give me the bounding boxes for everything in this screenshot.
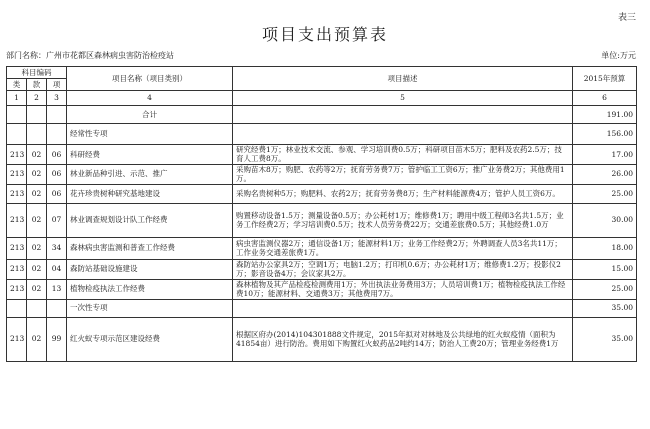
group-row [7,299,637,317]
unit-label: 单位:万元 [601,51,636,60]
cell-amount: 25.00 [573,184,637,203]
cell-xiang: 06 [47,145,67,165]
cell-project-name: 植物检疫执法工作经费 [67,279,233,299]
table-row [7,145,637,165]
cell-project-name: 科研经费 [67,145,233,165]
cell-xiang: 13 [47,279,67,299]
table-row [7,164,637,184]
cell-xiang [47,124,67,145]
table-row [7,237,637,259]
cell-kuan: 02 [27,279,47,299]
total-row [7,106,637,124]
header-lei: 类 [7,79,27,91]
cell-project-desc: 购置移动设备1.5万；测量设备0.5万；办公耗材1万；维修费1万；聘用中级工程师3名共1.5万；业务工作经费2万；学习培训费0.5万；技术人员劳务费22万；交通差旅费0.5万；其他经费1.0万 [233,203,573,237]
cell-xiang: 06 [47,184,67,203]
cell-amount: 26.00 [573,164,637,184]
cell-xiang: 99 [47,317,67,361]
cell-lei: 213 [7,317,27,361]
col-number: 6 [573,91,637,106]
header-project-desc: 项目描述 [233,67,573,91]
cell-project-name: 森防站基础设施建设 [67,259,233,279]
cell-amount: 25.00 [573,279,637,299]
col-number: 4 [67,91,233,106]
cell-project-desc: 病虫害监测仪器2万；通信设备1万；能源材料1万；业务工作经费2万；外聘调查人员3名共11万；工作业务交通差旅费1万。 [233,237,573,259]
cell-project-desc: 采购苗木8万；购肥、农药等2万；抚育劳务费7万；管护临工工资6万；推广业务费2万；其他费用1万。 [233,164,573,184]
form-number: 表三 [617,13,636,23]
cell-xiang: 34 [47,237,67,259]
header-project-name: 项目名称（项目类别） [67,67,233,91]
cell-kuan: 02 [27,164,47,184]
cell-xiang: 07 [47,203,67,237]
cell-project-name: 林业调查规划设计队工作经费 [67,203,233,237]
cell-lei: 213 [7,237,27,259]
cell-project-name: 红火蚁专项示范区建设经费 [67,317,233,361]
cell-project-desc: 森林植物及其产品检疫检测费用1万；外出执法业务费用3万；人员培训费1万；植物检疫执法工作经费10万；能源材料、交通费3万；其他费用7万。 [233,279,573,299]
cell-amount: 15.00 [573,259,637,279]
col-number: 2 [27,91,47,106]
table-row [7,184,637,203]
cell-project-name: 合计 [67,106,233,124]
budget-table [6,66,637,362]
meta-line [6,50,636,61]
cell-xiang [47,299,67,317]
cell-amount: 18.00 [573,237,637,259]
cell-kuan [27,124,47,145]
cell-project-desc: 根据区府办(2014)104301888文件规定，2015年拟对对林地及公共绿地的红火蚁疫情（面积为41854亩）进行防治。费用如下购置红火蚁药品2吨约14万；防治人工费20万；管理业务经费1万 [233,317,573,361]
table-row [7,279,637,299]
col-number: 1 [7,91,27,106]
cell-xiang: 06 [47,164,67,184]
header-budget: 2015年预算 [573,67,637,91]
cell-project-desc: 采购名贵树种5万；购肥料、农药2万；抚育劳务费8万；生产材料能源费4万；管护人员工资6万。 [233,184,573,203]
cell-amount: 17.00 [573,145,637,165]
cell-project-desc: 森防站办公家具2万；空调1万；电脑1.2万；打印机0.6万；办公耗材1万；维修费1.2万；投影仪2万；影音设备4万；会议家具2万。 [233,259,573,279]
cell-project-desc [233,106,573,124]
group-row [7,124,637,145]
column-number-row [7,91,637,106]
cell-lei: 213 [7,184,27,203]
cell-amount: 191.00 [573,106,637,124]
cell-project-name: 经常性专项 [67,124,233,145]
cell-amount: 156.00 [573,124,637,145]
header-kuan: 款 [27,79,47,91]
cell-xiang: 04 [47,259,67,279]
cell-kuan: 02 [27,203,47,237]
cell-kuan: 02 [27,184,47,203]
cell-amount: 30.00 [573,203,637,237]
cell-xiang [47,106,67,124]
cell-project-name: 森林病虫害监测和普查工作经费 [67,237,233,259]
table-row [7,259,637,279]
header-subject-code: 科目编码 [7,67,67,79]
table-row [7,317,637,361]
cell-lei: 213 [7,279,27,299]
table-row [7,203,637,237]
cell-amount: 35.00 [573,317,637,361]
cell-project-desc [233,124,573,145]
cell-lei [7,124,27,145]
cell-project-name: 一次性专项 [67,299,233,317]
department-name: 部门名称：广州市花都区森林病虫害防治检疫站 [6,51,174,60]
cell-lei [7,106,27,124]
cell-kuan: 02 [27,145,47,165]
page-title: 项目支出预算表 [261,25,388,44]
cell-kuan [27,299,47,317]
cell-kuan: 02 [27,237,47,259]
header-xiang: 项 [47,79,67,91]
cell-project-name: 花卉珍贵树种研究基地建设 [67,184,233,203]
cell-project-desc: 研究经费1万；林业技术交流、参观、学习培训费0.5万；科研项目苗木5万；肥料及农药2.5万；技育人工费8万。 [233,145,573,165]
cell-amount: 35.00 [573,299,637,317]
col-number: 5 [233,91,573,106]
cell-kuan: 02 [27,259,47,279]
header-row-1 [7,67,637,79]
col-number: 3 [47,91,67,106]
cell-lei: 213 [7,164,27,184]
cell-lei: 213 [7,203,27,237]
cell-project-desc [233,299,573,317]
cell-lei: 213 [7,145,27,165]
cell-lei: 213 [7,259,27,279]
cell-project-name: 林业新品种引进、示范、推广 [67,164,233,184]
cell-kuan: 02 [27,317,47,361]
cell-lei [7,299,27,317]
cell-kuan [27,106,47,124]
